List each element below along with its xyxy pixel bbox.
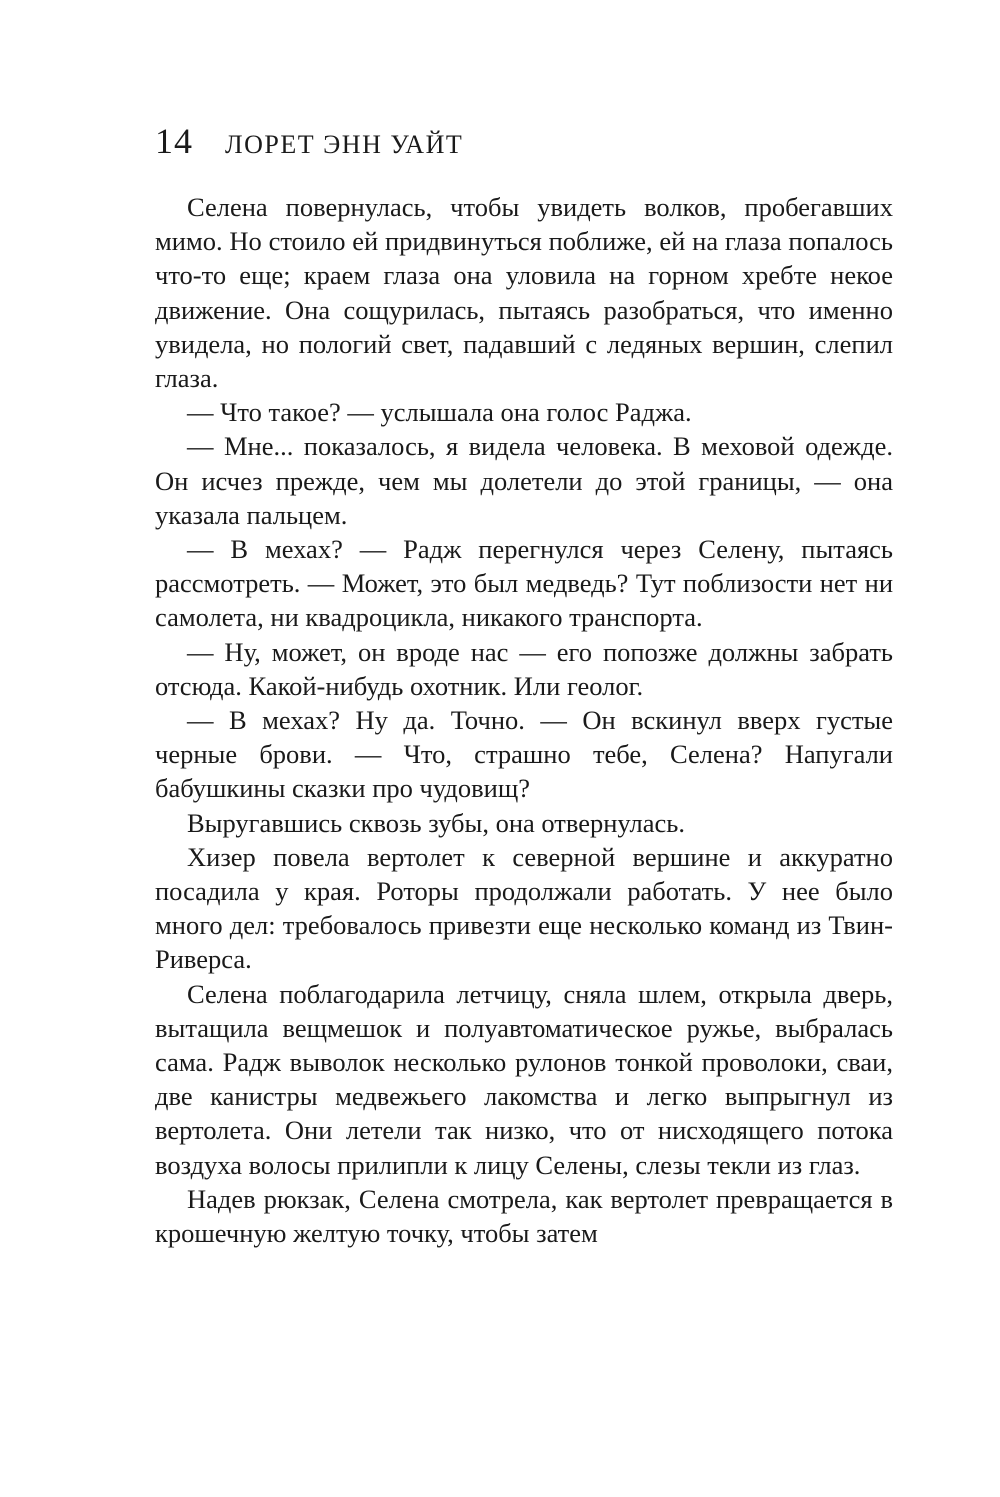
paragraph: Выругавшись сквозь зубы, она отвернулась. <box>187 807 685 838</box>
paragraph: — В мехах? Ну да. Точно. — Он вскинул вверх густые черные брови. — Что, страшно тебе, Селена? Напугали бабушкины сказки про чудовищ? <box>155 705 893 804</box>
paragraph: Селена повернулась, чтобы увидеть волков, пробегавших мимо. Но стоило ей придвинуться поближе, ей на глаза попалось что-то еще; краем глаза она уловила на горном хребте некое движение. Она сощурилась, пытаясь разобраться, что именно увидела, но пологий свет, падавший с ледяных вершин, слепил глаза. <box>155 192 893 394</box>
paragraph: — В мехах? — Радж перегнулся через Селену, пытаясь рассмотреть. — Может, это был медведь? Тут поблизости нет ни самолета, ни квадроцикла, никакого транспорта. <box>155 534 893 633</box>
paragraph: — Ну, может, он вроде нас — его попозже должны забрать отсюда. Какой-нибудь охотник. Или геолог. <box>155 636 893 701</box>
running-head <box>155 120 893 168</box>
page-number: 14 <box>155 121 193 161</box>
book-author: ЛОРЕТ ЭНН УАЙТ <box>225 130 464 159</box>
paragraph: — Мне... показалось, я видела человека. В меховой одежде. Он исчез прежде, чем мы долетели до этой границы, — она указала пальцем. <box>155 431 893 530</box>
paragraph: Селена поблагодарила летчицу, сняла шлем, открыла дверь, вытащила вещмешок и полуавтоматическое ружье, выбралась сама. Радж выволок несколько рулонов тонкой проволоки, сваи, две канистры медвежьего лакомства и легко выпрыгнул из вертолета. Они летели так низко, что от нисходящего потока воздуха волосы прилипли к лицу Селены, слезы текли из глаз. <box>155 978 893 1180</box>
paragraph: Хизер повела вертолет к северной вершине и аккуратно посадила у края. Роторы продолжали работать. У нее было много дел: требовалось привезти еще несколько команд из Твин-Риверса. <box>155 841 893 975</box>
paragraph: Надев рюкзак, Селена смотрела, как вертолет превращается в крошечную желтую точку, чтобы затем <box>155 1183 893 1249</box>
book-page <box>155 120 893 1250</box>
body-text <box>155 190 893 1250</box>
paragraph: — Что такое? — услышала она голос Раджа. <box>187 397 692 428</box>
